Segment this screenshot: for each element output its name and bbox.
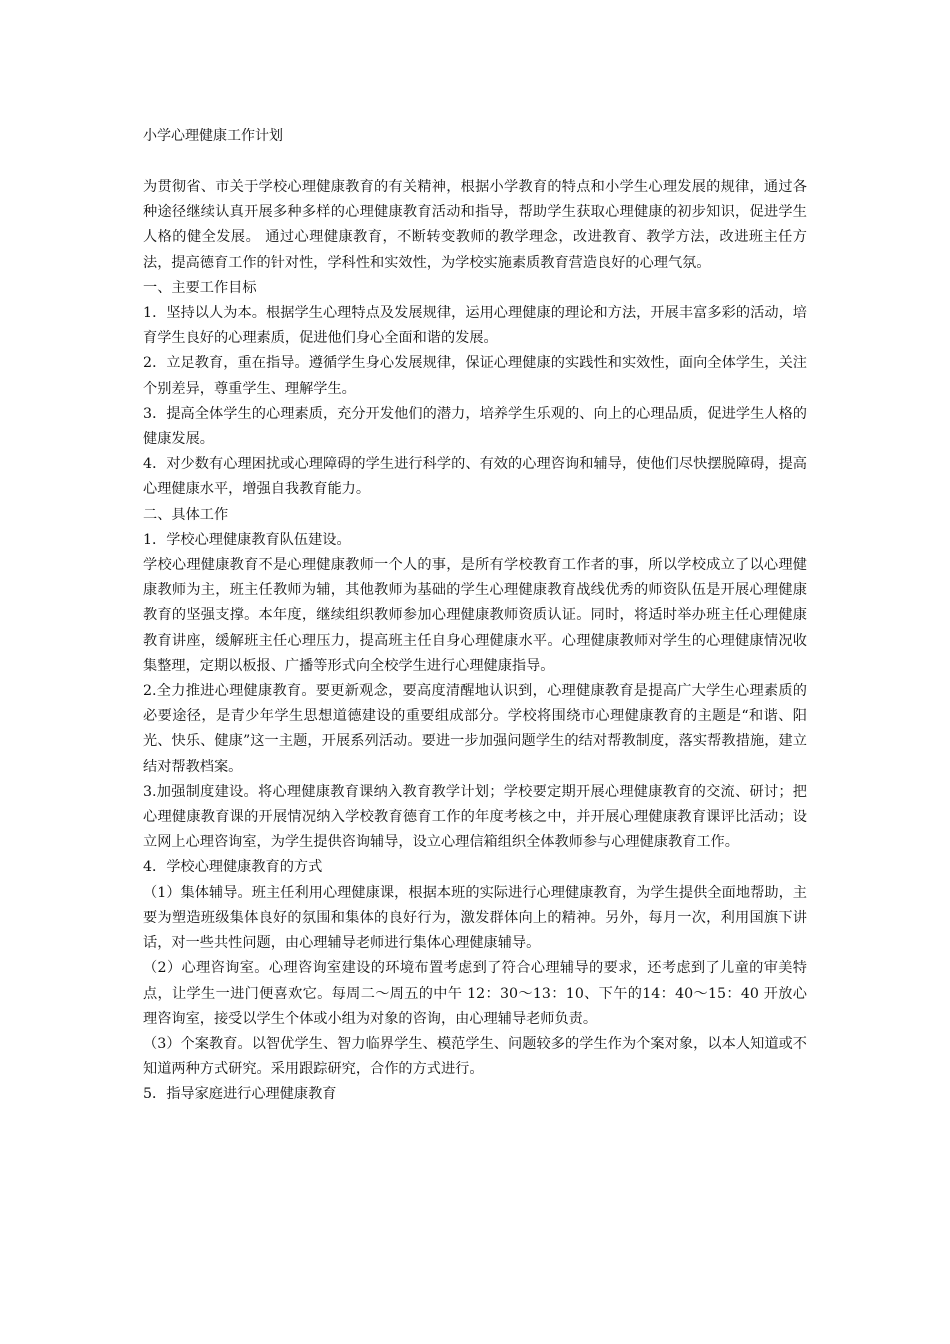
method-3-paragraph: （3）个案教育。以智优学生、智力临界学生、模范学生、问题较多的学生作为个案对象，以本人知道或不知道两种方式研究。采用跟踪研究，合作的方式进行。 xyxy=(143,1035,807,1078)
work-item-4-heading: 4．学校心理健康教育的方式 xyxy=(143,859,323,876)
method-2-paragraph: （2）心理咨询室。心理咨询室建设的环境布置考虑到了符合心理辅导的要求，还考虑到了儿童的审美特点，让学生一进门便喜欢它。每周二～周五的中午 12：30～13：10、下午的14：40～15：40 开放心理咨询室，接受以学生个体或小组为对象的咨询，由心理辅导老师负责。 xyxy=(143,960,807,1027)
goal-item-4: 4．对少数有心理困扰或心理障碍的学生进行科学的、有效的心理咨询和辅导，使他们尽快摆脱障碍，提高心理健康水平，增强自我教育能力。 xyxy=(143,456,807,498)
section-heading-work: 二、具体工作 xyxy=(143,506,229,523)
work-item-3-paragraph: 3.加强制度建设。将心理健康教育课纳入教育教学计划；学校要定期开展心理健康教育的交流、研讨；把心理健康教育课的开展情况纳入学校教育德育工作的年度考核之中，并开展心理健康教育课评比活动；设立网上心理咨询室，为学生提供咨询辅导，设立心理信箱组织全体教师参与心理健康教育工作。 xyxy=(143,783,807,851)
work-item-1-heading: 1．学校心理健康教育队伍建设。 xyxy=(143,531,351,548)
work-item-5-heading: 5．指导家庭进行心理健康教育 xyxy=(143,1086,337,1103)
work-item-1-paragraph: 学校心理健康教育不是心理健康教师一个人的事，是所有学校教育工作者的事，所以学校成立了以心理健康教师为主，班主任教师为辅，其他教师为基础的学生心理健康教育战线优秀的师资队伍是开展心理健康教育的坚强支撑。本年度，继续组织教师参加心理健康教师资质认证。同时，将适时举办班主任心理健康教育讲座，缓解班主任心理压力，提高班主任自身心理健康水平。心理健康教师对学生的心理健康情况收集整理，定期以板报、广播等形式向全校学生进行心理健康指导。 xyxy=(143,557,807,674)
document-body xyxy=(143,175,807,1108)
goal-item-3: 3．提高全体学生的心理素质，充分开发他们的潜力，培养学生乐观的、向上的心理品质，促进学生人格的健康发展。 xyxy=(143,405,807,448)
intro-paragraph: 为贯彻省、市关于学校心理健康教育的有关精神，根据小学教育的特点和小学生心理发展的规律，通过各种途径继续认真开展多种多样的心理健康教育活动和指导，帮助学生获取心理健康的初步知识，促进学生人格的健全发展。 通过心理健康教育，不断转变教师的教学理念，改进教育、教学方法，改进班主任方法，提高德育工作的针对性，学科性和实效性，为学校实施素质教育营造良好的心理气氛。 xyxy=(143,179,807,271)
document-page xyxy=(143,124,807,1108)
section-heading-goals: 一、主要工作目标 xyxy=(143,279,257,296)
method-1-paragraph: （1）集体辅导。班主任利用心理健康课，根据本班的实际进行心理健康教育，为学生提供全面地帮助，主要为塑造班级集体良好的氛围和集体的良好行为，激发群体向上的精神。另外，每月一次，利用国旗下讲话，对一些共性问题，由心理辅导老师进行集体心理健康辅导。 xyxy=(143,884,807,952)
document-title: 小学心理健康工作计划 xyxy=(143,128,283,144)
work-item-2-paragraph: 2.全力推进心理健康教育。要更新观念，要高度清醒地认识到，心理健康教育是提高广大学生心理素质的必要途径，是青少年学生思想道德建设的重要组成部分。学校将围绕市心理健康教育的主题是“和谐、阳光、快乐、健康”这一主题，开展系列活动。要进一步加强问题学生的结对帮教制度，落实帮教措施，建立结对帮教档案。 xyxy=(143,683,807,775)
goal-item-1: 1．坚持以人为本。根据学生心理特点及发展规律，运用心理健康的理论和方法，开展丰富多彩的活动，培育学生良好的心理素质，促进他们身心全面和谐的发展。 xyxy=(143,305,807,347)
goal-item-2: 2．立足教育，重在指导。遵循学生身心发展规律，保证心理健康的实践性和实效性，面向全体学生，关注个别差异，尊重学生、理解学生。 xyxy=(143,355,807,397)
